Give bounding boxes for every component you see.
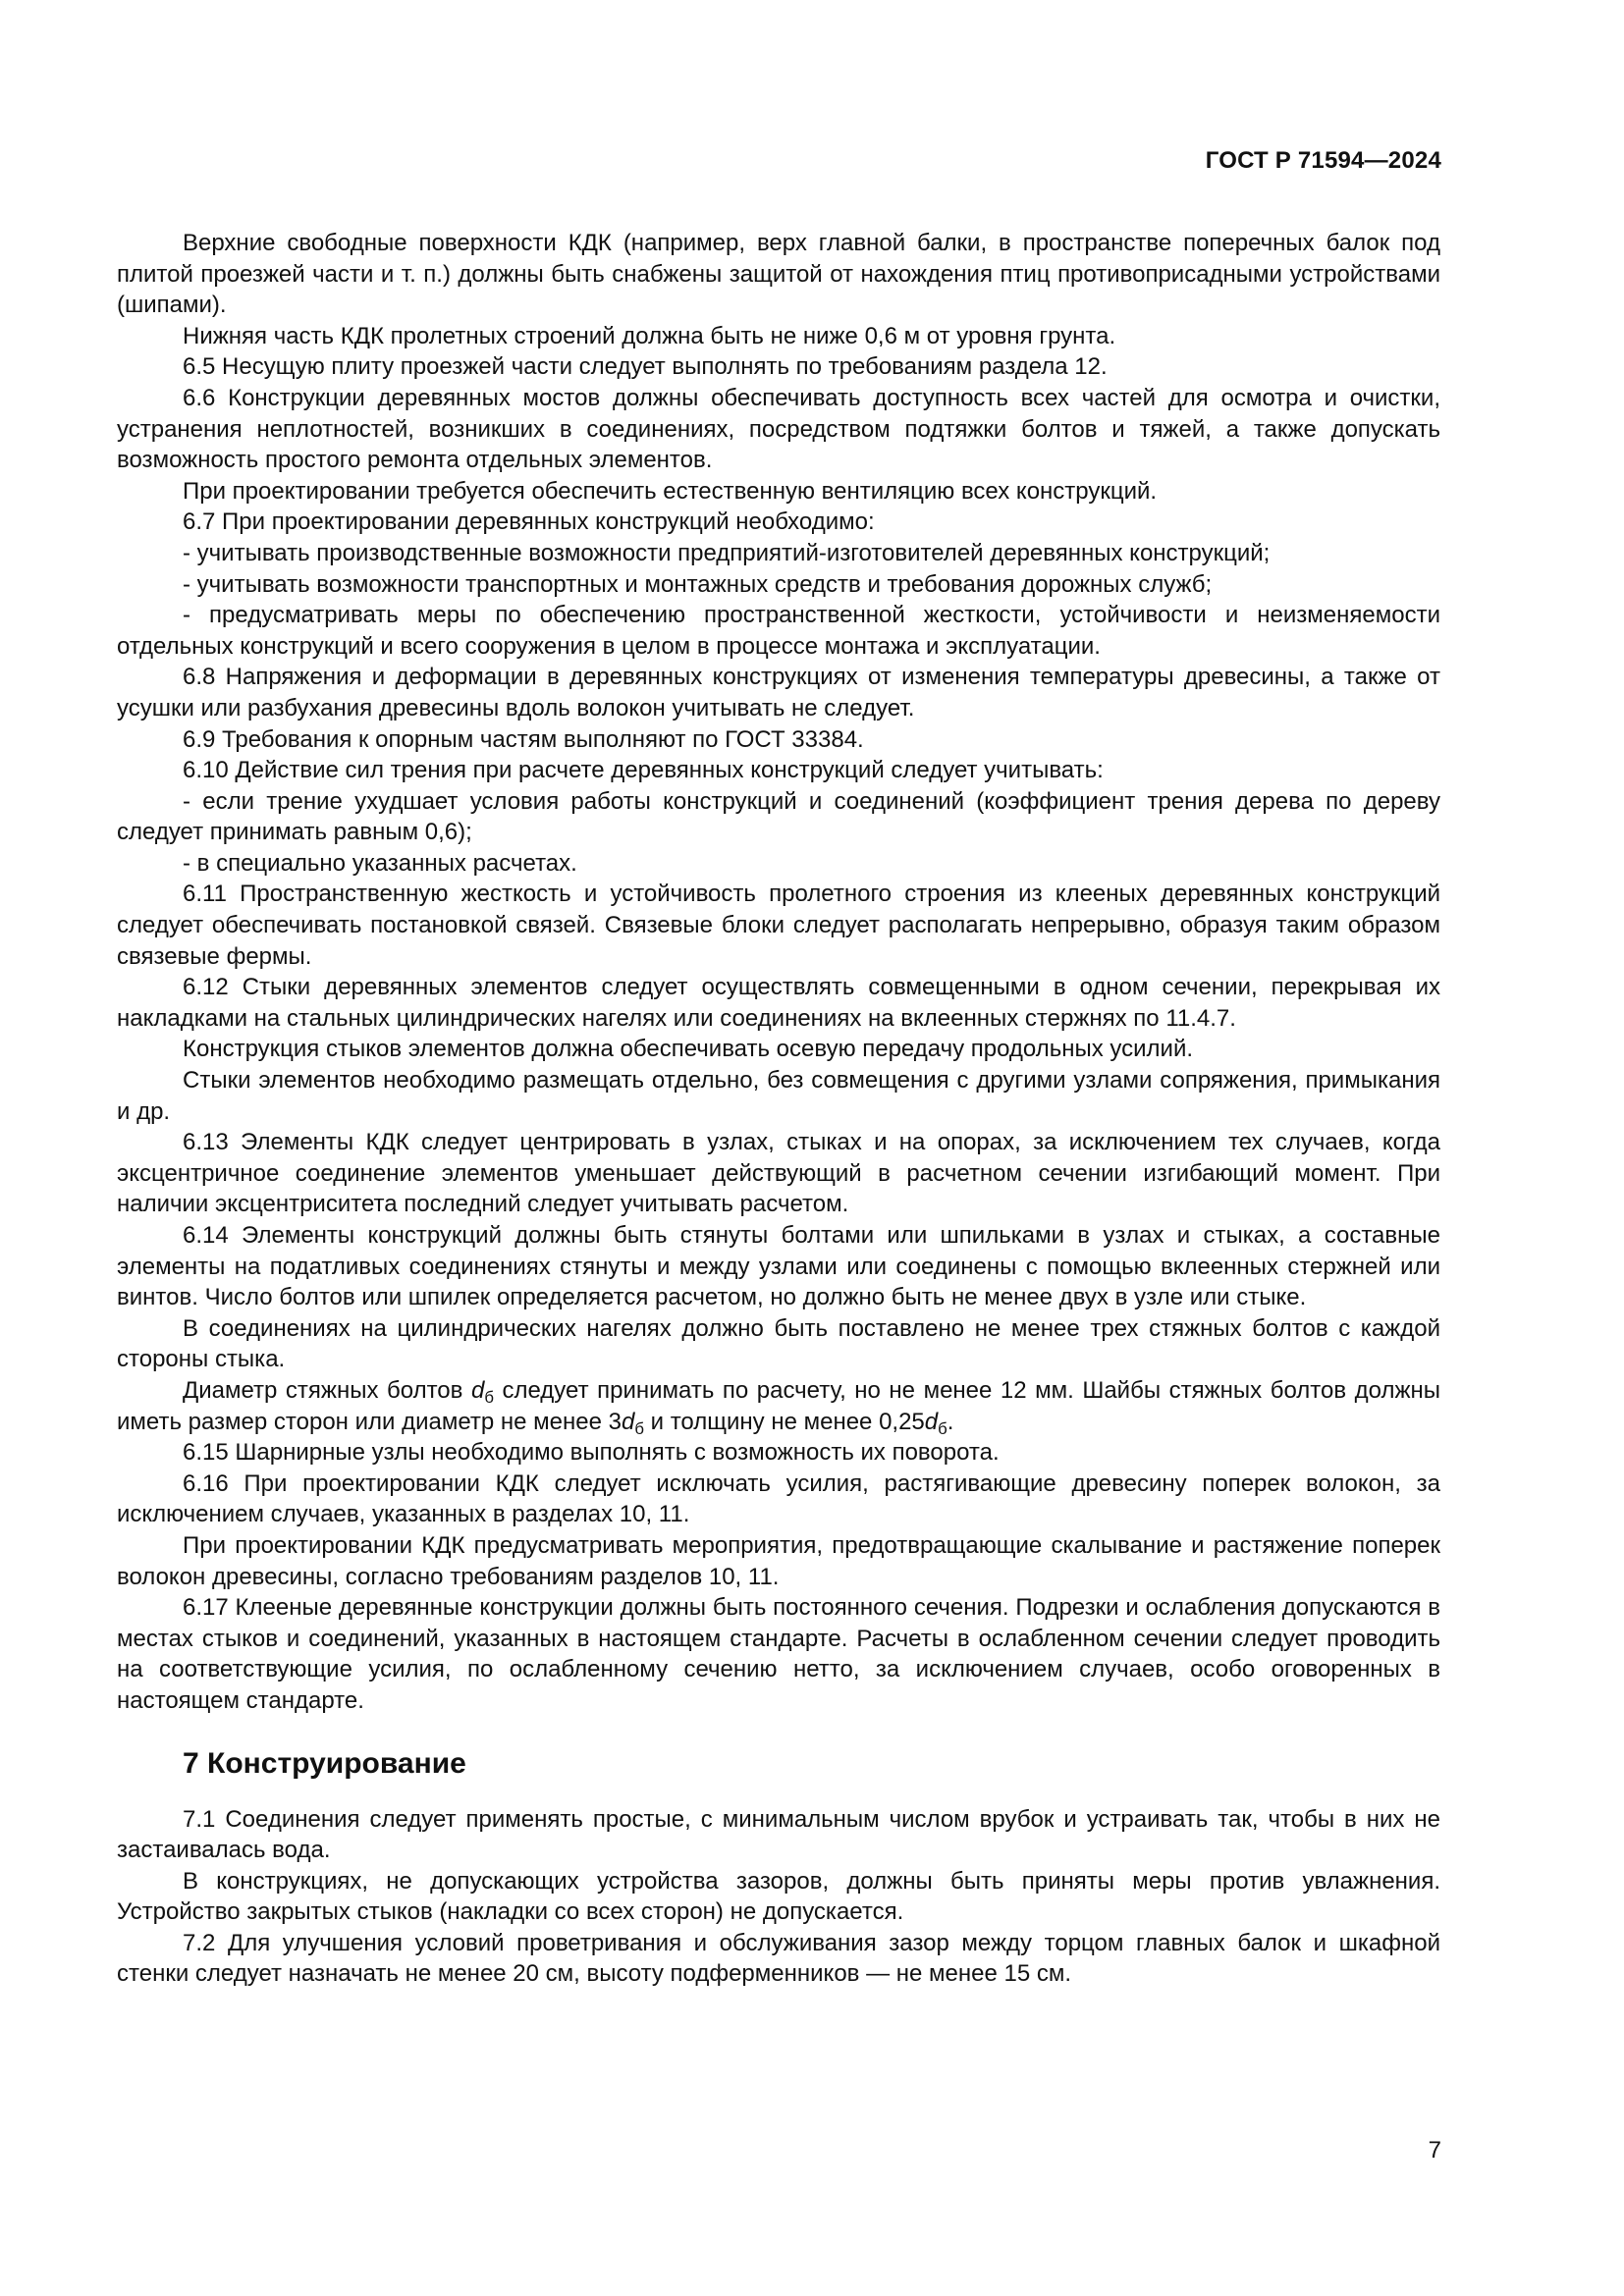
variable-d: d <box>621 1408 635 1435</box>
paragraph: 6.14 Элементы конструкций должны быть стянуты болтами или шпильками в узлах и стыках, а составные элементы на податливых соединениях стянуты и между узлами или соединены с помощью вклеенных стержней или винтов. Число болтов или шпилек определяется расчетом, но должно быть не менее двух в узле или стыке. <box>117 1222 1440 1311</box>
paragraph: При проектировании КДК предусматривать мероприятия, предотвращающие скалывание и растяжение поперек волокон древесины, согласно требованиям разделов 10, 11. <box>117 1531 1440 1590</box>
list-item: - учитывать возможности транспортных и монтажных средств и требования дорожных служб; <box>183 570 1213 598</box>
section-heading: 7 Конструирование <box>183 1746 466 1780</box>
paragraph: 6.16 При проектировании КДК следует исключать усилия, растягивающие древесину поперек волокон, за исключением случаев, указанных в разделах 10, 11. <box>117 1469 1440 1528</box>
variable-d: d <box>470 1376 485 1404</box>
paragraph: 6.8 Напряжения и деформации в деревянных конструкциях от изменения температуры древесины, а также от усушки или разбухания древесины вдоль волокон учитывать не следует. <box>117 664 1440 721</box>
text-run: . <box>947 1408 954 1435</box>
text-run: следует принимать по расчету, но не менее 12 мм. Шайбы стяжных болтов должны иметь размер сторон или диаметр не менее 3 <box>117 1376 1441 1435</box>
list-item: - предусматривать меры по обеспечению пространственной жесткости, устойчивости и неизменяемости отдельных конструкций и всего сооружения в целом в процессе монтажа и эксплуатации. <box>117 602 1440 660</box>
list-item: - если трение ухудшает условия работы конструкций и соединений (коэффициент трения дерева по дереву следует принимать равным 0,6); <box>117 787 1440 846</box>
paragraph: 6.17 Клееные деревянные конструкции должны быть постоянного сечения. Подрезки и ослабления допускаются в местах стыков и соединений, указанных в настоящем стандарте. Расчеты в ослабленном сечении следует проводить на соответствующие усилия, по ослабленному сечению нетто, за исключением случаев, особо оговоренных в настоящем стандарте. <box>117 1594 1440 1714</box>
paragraph: Стыки элементов необходимо размещать отдельно, без совмещения с другими узлами сопряжения, примыкания и др. <box>117 1067 1440 1125</box>
paragraph: 6.9 Требования к опорным частям выполняют по ГОСТ 33384. <box>183 725 864 753</box>
page-number: 7 <box>1428 2137 1441 2163</box>
paragraph: 6.5 Несущую плиту проезжей части следует выполнять по требованиям раздела 12. <box>183 353 1108 381</box>
paragraph: 6.7 При проектировании деревянных конструкций необходимо: <box>183 508 875 536</box>
variable-d: d <box>924 1408 939 1435</box>
list-item: - учитывать производственные возможности предприятий-изготовителей деревянных конструкций; <box>183 539 1271 566</box>
paragraph: Конструкция стыков элементов должна обеспечивать осевую передачу продольных усилий. <box>183 1036 1194 1063</box>
paragraph: В конструкциях, не допускающих устройства зазоров, должны быть приняты меры против увлажнения. Устройство закрытых стыков (накладки со всех сторон) не допускается. <box>117 1867 1440 1926</box>
text-run: Диаметр стяжных болтов <box>183 1376 471 1404</box>
paragraph: 6.13 Элементы КДК следует центрировать в узлах, стыках и на опорах, за исключением тех случаев, когда эксцентричное соединение элементов уменьшает действующий в расчетном сечении изгибающий момент. При наличии эксцентриситета последний следует учитывать расчетом. <box>117 1129 1440 1218</box>
standard-code: ГОСТ Р 71594—2024 <box>1205 147 1441 174</box>
paragraph: 6.15 Шарнирные узлы необходимо выполнять с возможность их поворота. <box>183 1439 1000 1467</box>
paragraph: В соединениях на цилиндрических нагелях должно быть поставлено не менее трех стяжных болтов с каждой стороны стыка. <box>117 1314 1440 1373</box>
paragraph: Верхние свободные поверхности КДК (например, верх главной балки, в пространстве поперечных балок под плитой проезжей части и т. п.) должны быть снабжены защитой от нахождения птиц противоприсадными устройствами (шипами). <box>117 230 1440 319</box>
subscript-b: б <box>938 1418 947 1438</box>
subscript-b: б <box>634 1418 644 1438</box>
bolt-diameter-paragraph <box>117 1375 1440 1437</box>
paragraph: 6.10 Действие сил трения при расчете деревянных конструкций следует учитывать: <box>183 757 1104 784</box>
paragraph: Нижняя часть КДК пролетных строений должна быть не ниже 0,6 м от уровня грунта. <box>183 322 1116 349</box>
paragraph: 6.12 Стыки деревянных элементов следует осуществлять совмещенными в одном сечении, перекрывая их накладками на стальных цилиндрических нагелях или соединениях на вклеенных стержнях по 11.4.7. <box>117 974 1440 1032</box>
list-item: - в специально указанных расчетах. <box>183 849 577 877</box>
paragraph: 7.1 Соединения следует применять простые, с минимальным числом врубок и устраивать так, чтобы в них не застаивалась вода. <box>117 1805 1440 1864</box>
paragraph: 7.2 Для улучшения условий проветривания и обслуживания зазор между торцом главных балок и шкафной стенки следует назначать не менее 20 см, высоту подферменников — не менее 15 см. <box>117 1929 1440 1988</box>
text-run: и толщину не менее 0,25 <box>643 1408 925 1435</box>
paragraph: При проектировании требуется обеспечить естественную вентиляцию всех конструкций. <box>183 477 1158 505</box>
paragraph: 6.11 Пространственную жесткость и устойчивость пролетного строения из клееных деревянных конструкций следует обеспечивать постановкой связей. Связевые блоки следует располагать непрерывно, образуя таким образом связевые фермы. <box>117 881 1440 970</box>
paragraph: 6.6 Конструкции деревянных мостов должны обеспечивать доступность всех частей для осмотра и очистки, устранения неплотностей, возникших в соединениях, посредством подтяжки болтов и тяжей, а также допускать возможность простого ремонта отдельных элементов. <box>117 384 1440 474</box>
subscript-b: б <box>484 1387 494 1407</box>
document-body <box>117 228 1440 1990</box>
